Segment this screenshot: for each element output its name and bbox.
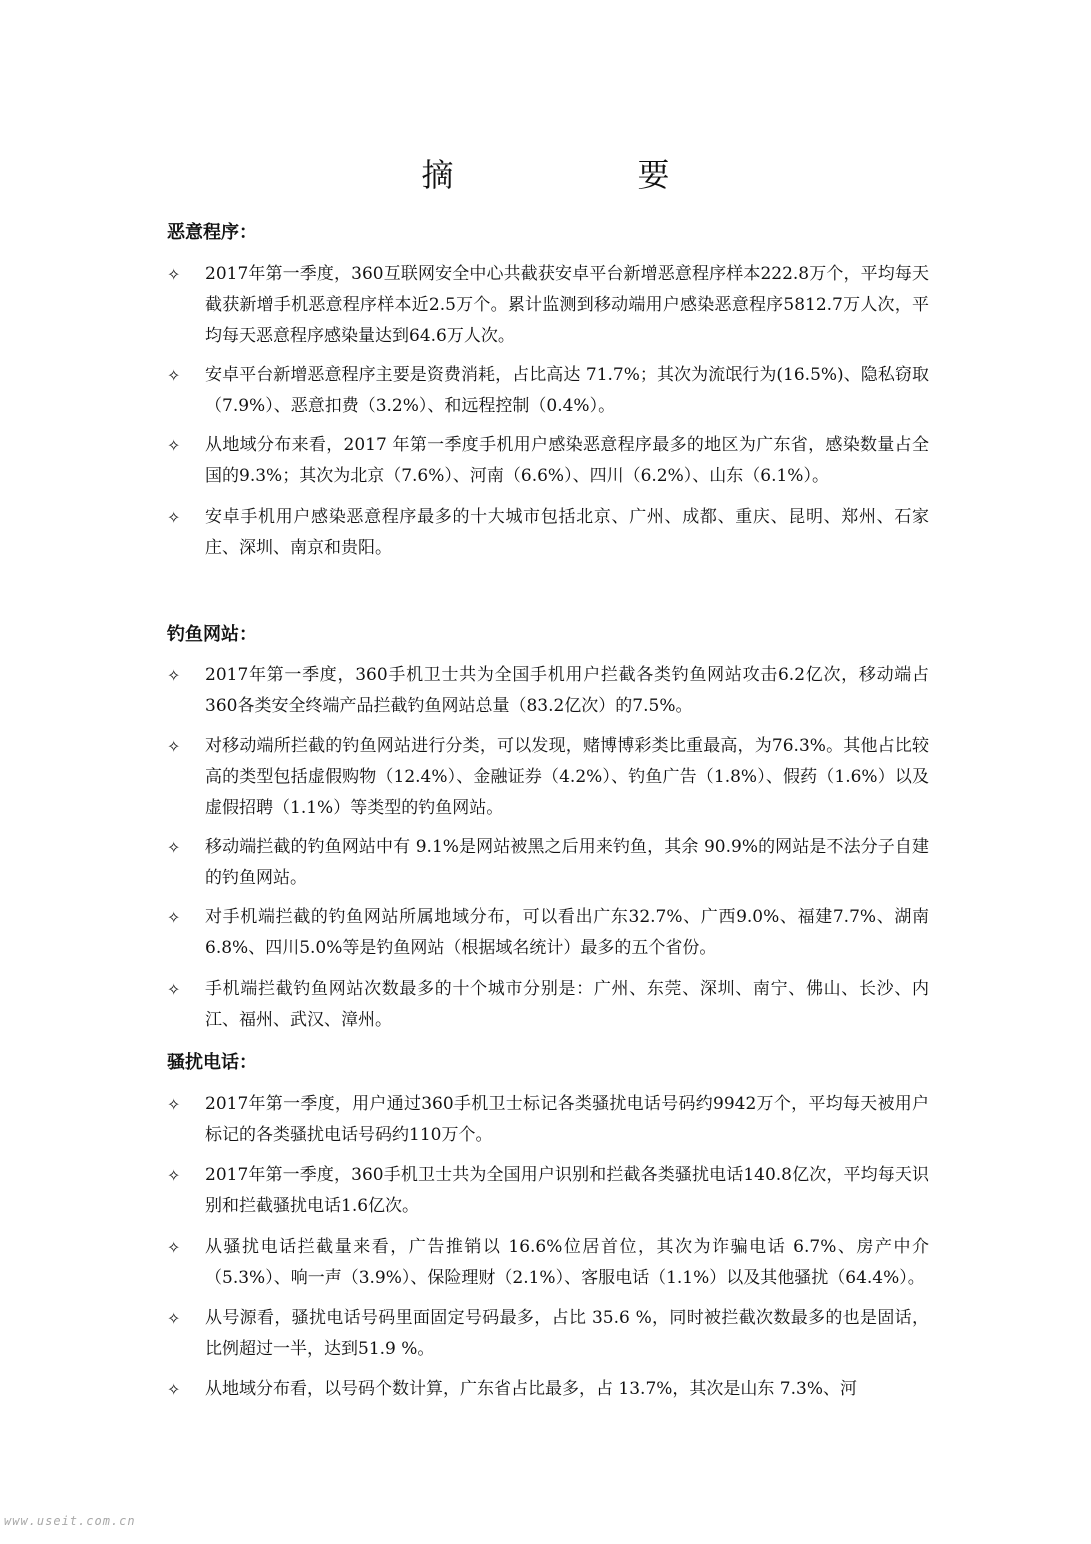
list-item-text: 从地域分布来看，2017 年第一季度手机用户感染恶意程序最多的地区为广东省，感染数量占全国的9.3%；其次为北京（7.6%）、河南（6.6%）、四川（6.2%）、山东（6.1%）。 (205, 435, 929, 486)
diamond-bullet-icon: ✧ (167, 265, 181, 284)
diamond-bullet-icon: ✧ (167, 1380, 181, 1399)
diamond-bullet-icon: ✧ (167, 908, 181, 927)
diamond-bullet-icon: ✧ (167, 1166, 181, 1185)
list-item-text: 2017年第一季度，360手机卫士共为全国用户识别和拦截各类骚扰电话140.8亿次，平均每天识别和拦截骚扰电话1.6亿次。 (205, 1165, 929, 1216)
diamond-bullet-icon: ✧ (167, 1309, 181, 1328)
diamond-bullet-icon: ✧ (167, 666, 181, 685)
list-item-text: 从骚扰电话拦截量来看，广告推销以 16.6%位居首位，其次为诈骗电话 6.7%、房产中介（5.3%）、响一声（3.9%）、保险理财（2.1%）、客服电话（1.1%）以及其他骚扰（64.4%）。 (205, 1237, 929, 1288)
list-item-text: 2017年第一季度，360互联网安全中心共截获安卓平台新增恶意程序样本222.8万个，平均每天截获新增手机恶意程序样本近2.5万个。累计监测到移动端用户感染恶意程序5812.7万人次，平均每天恶意程序感染量达到64.6万人次。 (205, 264, 929, 346)
diamond-bullet-icon: ✧ (167, 508, 181, 527)
diamond-bullet-icon: ✧ (167, 838, 181, 857)
diamond-bullet-icon: ✧ (167, 1238, 181, 1257)
list-item-text: 移动端拦截的钓鱼网站中有 9.1%是网站被黑之后用来钓鱼，其余 90.9%的网站是不法分子自建的钓鱼网站。 (205, 837, 929, 888)
list-item-text: 对手机端拦截的钓鱼网站所属地域分布，可以看出广东32.7%、广西9.0%、福建7.7%、湖南6.8%、四川5.0%等是钓鱼网站（根据域名统计）最多的五个省份。 (205, 907, 929, 958)
page-title: 摘 要 (421, 156, 710, 194)
list-item-text: 2017年第一季度，360手机卫士共为全国手机用户拦截各类钓鱼网站攻击6.2亿次，移动端占360各类安全终端产品拦截钓鱼网站总量（83.2亿次）的7.5%。 (205, 665, 929, 716)
list-item-text: 对移动端所拦截的钓鱼网站进行分类，可以发现，赌博博彩类比重最高，为76.3%。其他占比较高的类型包括虚假购物（12.4%）、金融证券（4.2%）、钓鱼广告（1.8%）、假药（1.6%）以及虚假招聘（1.1%）等类型的钓鱼网站。 (205, 736, 929, 818)
diamond-bullet-icon: ✧ (167, 980, 181, 999)
list-item-text: 安卓手机用户感染恶意程序最多的十大城市包括北京、广州、成都、重庆、昆明、郑州、石家庄、深圳、南京和贵阳。 (205, 507, 929, 558)
section-heading-phishing: 钓鱼网站： (167, 624, 257, 645)
diamond-bullet-icon: ✧ (167, 366, 181, 385)
section-heading-harassment-calls: 骚扰电话： (167, 1052, 257, 1073)
watermark: www.useit.com.cn (4, 1514, 136, 1528)
diamond-bullet-icon: ✧ (167, 1095, 181, 1114)
list-item-text: 从号源看，骚扰电话号码里面固定号码最多，占比 35.6 %，同时被拦截次数最多的也是固话，比例超过一半，达到51.9 %。 (205, 1308, 929, 1359)
list-item-text: 2017年第一季度，用户通过360手机卫士标记各类骚扰电话号码约9942万个，平均每天被用户标记的各类骚扰电话号码约110万个。 (205, 1094, 929, 1145)
list-item-text: 安卓平台新增恶意程序主要是资费消耗，占比高达 71.7%；其次为流氓行为(16.5%)、隐私窃取（7.9%）、恶意扣费（3.2%）、和远程控制（0.4%）。 (205, 365, 929, 416)
section-heading-malware: 恶意程序： (167, 222, 257, 243)
list-item-text: 从地域分布看，以号码个数计算，广东省占比最多，占 13.7%，其次是山东 7.3%、河 (205, 1379, 857, 1399)
list-item-text: 手机端拦截钓鱼网站次数最多的十个城市分别是：广州、东莞、深圳、南宁、佛山、长沙、内江、福州、武汉、漳州。 (205, 979, 929, 1030)
diamond-bullet-icon: ✧ (167, 737, 181, 756)
diamond-bullet-icon: ✧ (167, 436, 181, 455)
